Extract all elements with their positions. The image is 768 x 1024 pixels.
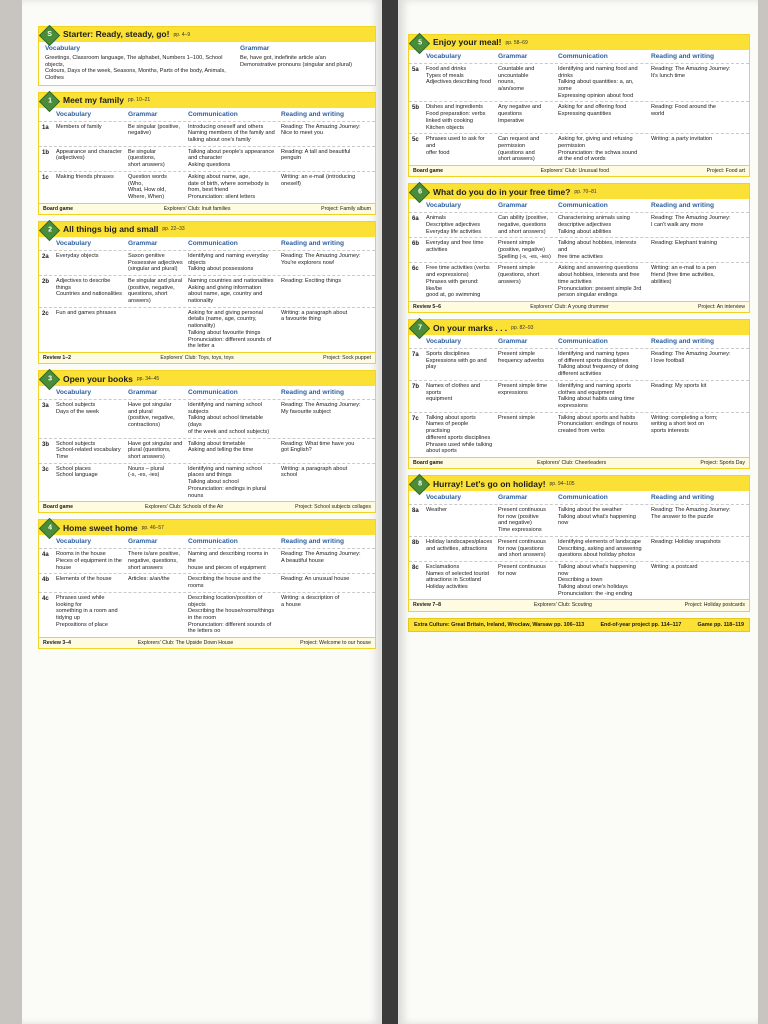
- col-head-reading-writing: Reading and writing: [281, 538, 345, 546]
- col-head-communication: Communication: [188, 538, 238, 546]
- footer-project: Project: Holiday postcards: [684, 602, 745, 609]
- vocabulary-cell: Weather: [426, 507, 448, 514]
- lesson-code: 2c: [42, 310, 49, 317]
- reading-writing-cell: Reading: Food around the world: [651, 104, 716, 118]
- footer-review: Review 3–4: [43, 640, 71, 647]
- lesson-code: 8a: [412, 508, 419, 515]
- table-row: [409, 237, 749, 262]
- grammar-cell: Countable and uncountable nouns, a/an/some: [498, 65, 535, 93]
- unit-title: All things big and small: [63, 224, 159, 235]
- footer-project: Project: Sports Day: [700, 459, 745, 466]
- table-row: [39, 399, 375, 438]
- grammar-cell: Be singular and plural (positive, negative, questions, short answers): [128, 277, 183, 305]
- vocabulary-cell: Dishes and ingredients Food preparation: verbs linked with cooking Kitchen objects: [426, 104, 486, 131]
- footer-explorers-club: Explorers' Club: Schools of the Air: [144, 504, 224, 511]
- grammar-cell: Nouns – plural (-s, -es, -ies): [128, 465, 165, 479]
- unit-pages: pp. 82–93: [511, 324, 534, 331]
- unit-header: [409, 184, 749, 199]
- reading-writing-cell: Reading: A tall and beautiful penguin: [281, 148, 351, 162]
- grammar-cell: Present continuous for now (questions and short answers): [498, 538, 546, 559]
- unit-footer: [39, 637, 375, 648]
- table-row: [39, 250, 375, 275]
- table-row: [409, 133, 749, 165]
- communication-cell: Identifying elements of landscape Describing, asking and answering questions about holiday photos: [558, 538, 642, 559]
- grammar-cell: Be singular (questions, short answers): [128, 148, 165, 169]
- diamond-badge-icon: 1: [39, 91, 60, 112]
- column-headers: [39, 386, 375, 399]
- unit-pages: pp. 10–21: [127, 97, 151, 104]
- grammar-cell: Have got singular and plural (questions, short answers): [128, 440, 183, 460]
- reading-writing-cell: Reading: The Amazing Journey: You're explorers now!: [281, 252, 361, 266]
- lesson-code: 3c: [42, 466, 49, 473]
- vocabulary-cell: Free time activities (verbs and expressions) Phrases with gerund: like/be good at, go swimming: [426, 265, 490, 299]
- diamond-badge-icon: 3: [39, 369, 60, 390]
- column-headers: [409, 491, 749, 504]
- lesson-code: 4a: [42, 552, 49, 559]
- grammar-cell: Can ability (positive, negative, questions and short answers): [498, 215, 549, 235]
- table-row: [39, 548, 375, 573]
- vocabulary-cell: Talking about sports Names of people practising different sports disciplines Phrases used while talking about sports: [426, 414, 493, 455]
- unit-header: [409, 320, 749, 335]
- reading-writing-cell: Reading: The Amazing Journey: The answer to the puzzle: [651, 507, 731, 520]
- communication-cell: Identifying and naming food and drinks Talking about quantities: a, an, some Expressing opinion about food: [558, 65, 638, 99]
- footer-project: Project: Family album: [321, 205, 371, 212]
- diamond-badge-icon: S: [39, 25, 60, 46]
- lesson-code: 3b: [42, 441, 50, 448]
- communication-cell: Identifying and naming sports clothes and equipment Talking about habits using time expressions: [558, 382, 635, 409]
- communication-cell: Describing location/position of objects Describing the house/rooms/things in the room Pronunciation: different sounds of the letters oo: [188, 594, 275, 635]
- column-headers: [39, 237, 375, 250]
- footer-review: Board game: [413, 459, 443, 466]
- extra-bar: [408, 618, 750, 632]
- diamond-badge-icon: 7: [409, 318, 430, 339]
- col-head-reading-writing: Reading and writing: [651, 202, 715, 210]
- reading-writing-cell: Writing: a description of a house: [281, 594, 340, 608]
- lesson-code: 3a: [42, 403, 49, 410]
- vocabulary-cell: Sports disciplines Expressions with go and play: [426, 351, 487, 371]
- col-head-vocabulary: Vocabulary: [56, 239, 92, 247]
- grammar-cell: Saxon genitive Possessive adjectives (singular and plural): [128, 252, 183, 273]
- unit-title: Home sweet home: [63, 522, 138, 533]
- unit-footer: [409, 301, 749, 312]
- unit-pages: pp. 70–81: [574, 188, 597, 195]
- unit-8: [408, 475, 750, 612]
- grammar-cell: [125, 308, 185, 352]
- col-head-reading-writing: Reading and writing: [281, 110, 345, 118]
- starter-unit: [38, 26, 376, 86]
- table-row: [39, 171, 375, 203]
- table-row: [409, 101, 749, 133]
- col-head-grammar: Grammar: [498, 202, 528, 210]
- vocabulary-cell: Holiday landscapes/places and activities, attractions: [426, 538, 493, 552]
- communication-cell: Introducing oneself and others Naming members of the family and talking about one's family: [188, 123, 275, 144]
- lesson-code: 5c: [412, 137, 419, 144]
- reading-writing-cell: Writing: a party invitation: [651, 136, 713, 143]
- unit-header: [39, 93, 375, 108]
- communication-cell: Characterising animals using descriptive adjectives Talking about abilities: [558, 215, 630, 235]
- unit-pages: pp. 58–69: [505, 39, 528, 46]
- table-row: [409, 212, 749, 237]
- col-head-vocabulary: Vocabulary: [56, 110, 92, 118]
- unit-header: [39, 520, 375, 535]
- unit-footer: [39, 352, 375, 363]
- vocabulary-cell: Names of clothes and sports equipment: [426, 382, 481, 403]
- footer-project: Project: Food art: [706, 168, 745, 175]
- extra-culture: Extra Culture: Great Britain, Ireland, Wroclaw, Warsaw pp. 106–113: [414, 621, 585, 628]
- starter-vocab: Greetings, Classroom language, The alphabet, Numbers 1–100, School objects, Colours, Days of the week, Seasons, Months, Parts of the body, Animals, Clothes: [45, 54, 226, 82]
- reading-writing-cell: Writing: an e-mail to a pen friend (free time activities, abilities): [651, 265, 717, 285]
- unit-pages: pp. 4–9: [173, 31, 191, 38]
- col-head-communication: Communication: [558, 202, 608, 210]
- footer-project: Project: An interview: [697, 303, 745, 310]
- col-head-grammar: Grammar: [498, 494, 528, 502]
- lesson-code: 5a: [412, 66, 419, 73]
- lesson-code: 4b: [42, 577, 50, 584]
- lesson-code: 6b: [412, 241, 420, 248]
- unit-title: On your marks . . .: [433, 322, 508, 333]
- table-row: [39, 307, 375, 352]
- unit-header: [409, 476, 749, 491]
- table-row: [39, 463, 375, 502]
- footer-explorers-club: Explorers' Club: Scouting: [533, 602, 592, 609]
- vocabulary-cell: Food and drinks Types of meals Adjectives describing food: [426, 65, 491, 86]
- communication-cell: Identifying and naming types of different sports disciplines Talking about frequency of doing different activities: [558, 351, 639, 378]
- unit-pages: pp. 34–45: [136, 375, 160, 382]
- reading-writing-cell: Writing: a paragraph about a favourite thing: [281, 309, 348, 323]
- footer-explorers-club: Explorers' Club: Toys, toys, toys: [160, 354, 234, 361]
- table-row: [409, 412, 749, 457]
- grammar-cell: [125, 593, 185, 637]
- right-units: [408, 34, 750, 612]
- vocabulary-cell: Appearance and character (adjectives): [56, 148, 122, 162]
- grammar-cell: Present simple (questions, short answers): [498, 265, 540, 285]
- table-row: [409, 348, 749, 380]
- col-head-grammar: Grammar: [498, 338, 528, 346]
- vocabulary-cell: Adjectives to describe things Countries and nationalities: [56, 277, 122, 298]
- communication-cell: Talking about timetable Asking and telling the time: [188, 440, 254, 454]
- lesson-code: 1b: [42, 149, 50, 156]
- reading-writing-cell: Reading: The Amazing Journey: A beautiful house: [281, 551, 361, 565]
- table-row: [409, 504, 749, 536]
- diamond-badge-icon: 5: [409, 33, 430, 54]
- unit-4: [38, 519, 376, 649]
- reading-writing-cell: Reading: The Amazing Journey: It's lunch time: [651, 65, 731, 79]
- lesson-code: 7c: [412, 415, 419, 422]
- column-headers: [39, 108, 375, 121]
- lesson-code: 2b: [42, 278, 50, 285]
- reading-writing-cell: Reading: Holiday snapshots: [651, 538, 721, 545]
- table-row: [39, 121, 375, 146]
- col-head-grammar: Grammar: [498, 53, 528, 60]
- col-head-vocabulary: Vocabulary: [426, 202, 462, 210]
- footer-project: Project: Welcome to our house: [300, 640, 371, 647]
- unit-footer: [39, 203, 375, 214]
- reading-writing-cell: Reading: Elephant training: [651, 240, 717, 247]
- col-head-grammar: Grammar: [128, 110, 158, 118]
- col-head-grammar: Grammar: [240, 45, 270, 52]
- col-head-communication: Communication: [558, 53, 608, 60]
- col-head-vocabulary: Vocabulary: [426, 494, 462, 502]
- col-head-vocabulary: Vocabulary: [45, 45, 81, 52]
- grammar-cell: Any negative and questions Imperative: [498, 104, 542, 124]
- communication-cell: Asking about name, age, date of birth, where somebody is from, best friend Pronunciation: silent letters: [188, 173, 269, 200]
- lesson-code: 1a: [42, 124, 49, 131]
- table-row: [409, 380, 749, 412]
- reading-writing-cell: Writing: a postcard: [651, 563, 698, 570]
- col-head-communication: Communication: [558, 494, 608, 502]
- col-head-reading-writing: Reading and writing: [281, 239, 345, 247]
- vocabulary-cell: Phrases used while looking for something in a room and tidying up Prepositions of place: [56, 594, 118, 628]
- reading-writing-cell: Reading: The Amazing Journey: Nice to meet you: [281, 123, 361, 137]
- communication-cell: Naming and describing rooms in the house and pieces of equipment: [188, 551, 269, 571]
- right-page: [398, 0, 758, 1024]
- reading-writing-cell: Reading: The Amazing Journey: I can't walk any more: [651, 215, 731, 228]
- column-headers: [409, 199, 749, 212]
- footer-review: Review 5–6: [413, 303, 441, 310]
- communication-cell: Asking and answering questions about hobbies, interests and free time activities Pronunciation: present simple 3rd person singular endings: [558, 265, 642, 299]
- vocabulary-cell: Making friends phrases: [56, 173, 114, 180]
- footer-explorers-club: Explorers' Club: Unusual food: [540, 168, 610, 175]
- footer-explorers-club: Explorers' Club: The Upside Down House: [137, 640, 234, 647]
- lesson-code: 4c: [42, 595, 49, 602]
- footer-review: Review 1–2: [43, 354, 71, 361]
- unit-3: [38, 370, 376, 513]
- column-headers: [409, 335, 749, 348]
- grammar-cell: Present simple frequency adverbs: [498, 351, 545, 364]
- grammar-cell: Present simple time expressions: [498, 382, 548, 396]
- vocabulary-cell: School subjects Days of the week: [56, 402, 99, 415]
- grammar-cell: Present simple (positive, negative) Spelling (-s, -es, -ies): [498, 240, 551, 260]
- diamond-badge-icon: 4: [39, 518, 60, 539]
- grammar-cell: Present continuous for now: [498, 563, 546, 577]
- col-head-communication: Communication: [188, 110, 238, 118]
- col-head-reading-writing: Reading and writing: [651, 338, 715, 346]
- communication-cell: Identifying and naming everyday objects Talking about possessions: [188, 252, 269, 273]
- communication-cell: Asking for and giving personal details (name, age, country, nationality) Talking about favourite things Pronunciation: different sounds of the letter a: [188, 309, 272, 350]
- vocabulary-cell: Everyday objects: [56, 252, 99, 259]
- table-row: [39, 438, 375, 463]
- reading-writing-cell: Reading: What time have you got English?: [281, 440, 355, 454]
- diamond-badge-icon: 8: [409, 474, 430, 495]
- unit-header: [39, 222, 375, 237]
- table-row: [39, 146, 375, 171]
- reading-writing-cell: Reading: An unusual house: [281, 576, 350, 583]
- communication-cell: Talking about hobbies, interests and free time activities: [558, 240, 637, 260]
- communication-cell: Asking for, giving and refusing permission Pronunciation: the schwa sound at the end of words: [558, 136, 638, 163]
- lesson-code: 7b: [412, 383, 420, 390]
- footer-review: Review 7–8: [413, 602, 441, 609]
- unit-6: [408, 183, 750, 313]
- reading-writing-cell: Writing: completing a form; writing a short text on sports interests: [651, 414, 718, 435]
- communication-cell: Identifying and naming school subjects Talking about school timetable (days of the week and school subjects): [188, 402, 270, 435]
- col-head-communication: Communication: [558, 338, 608, 346]
- table-row: [409, 561, 749, 600]
- vocabulary-cell: Elements of the house: [56, 576, 112, 583]
- grammar-cell: There is/are positive, negative, questions, short answers: [128, 551, 180, 571]
- unit-pages: pp. 94–105: [549, 480, 575, 487]
- footer-review: Board game: [43, 504, 73, 511]
- left-units: [38, 92, 376, 650]
- col-head-grammar: Grammar: [128, 538, 158, 546]
- communication-cell: Talking about the weather Talking about what's happening now: [558, 507, 636, 527]
- unit-footer: [409, 165, 749, 176]
- diamond-badge-icon: 2: [39, 220, 60, 241]
- vocabulary-cell: Animals Descriptive adjectives Everyday life activities: [426, 215, 482, 235]
- column-headers: [39, 535, 375, 548]
- vocabulary-cell: Members of family: [56, 123, 102, 130]
- lesson-code: 8c: [412, 564, 419, 571]
- unit-header: [409, 35, 749, 50]
- col-head-communication: Communication: [188, 239, 238, 247]
- reading-writing-cell: Writing: an e-mail (introducing oneself): [281, 173, 356, 187]
- game-pages: Game pp. 118–119: [697, 621, 744, 628]
- unit-title: Enjoy your meal!: [433, 37, 502, 48]
- diamond-badge-icon: 6: [409, 182, 430, 203]
- unit-header: [39, 27, 375, 42]
- unit-2: [38, 221, 376, 364]
- lesson-code: 7a: [412, 352, 419, 359]
- table-row: [39, 275, 375, 307]
- table-row: [409, 63, 749, 102]
- table-row: [39, 592, 375, 637]
- footer-project: Project: Sock puppet: [323, 354, 371, 361]
- communication-cell: Talking about what's happening now Describing a town Talking about one's holidays Pronunciation: the -ing ending: [558, 563, 636, 597]
- unit-5: [408, 34, 750, 177]
- book-gutter: [382, 0, 398, 1024]
- lesson-code: 6a: [412, 216, 419, 223]
- unit-title: Meet my family: [63, 95, 124, 106]
- communication-cell: Asking for and offering food Expressing quantities: [558, 104, 627, 118]
- communication-cell: Talking about people's appearance and character Asking questions: [188, 148, 275, 169]
- communication-cell: Naming countries and nationalities Asking and giving information about name, age, country and nationality: [188, 277, 274, 305]
- col-head-reading-writing: Reading and writing: [651, 53, 715, 60]
- grammar-cell: Question words (Who, What, How old, Where, When): [128, 173, 167, 200]
- vocabulary-cell: School places School language: [56, 465, 98, 479]
- unit-footer: [39, 501, 375, 512]
- footer-explorers-club: Explorers' Club: Inuit families: [163, 205, 231, 212]
- unit-7: [408, 319, 750, 469]
- grammar-cell: Can request and permission (questions and short answers): [498, 136, 540, 163]
- col-head-vocabulary: Vocabulary: [426, 338, 462, 346]
- col-head-communication: Communication: [188, 389, 238, 397]
- vocabulary-cell: School subjects School-related vocabulary Time: [56, 440, 121, 460]
- unit-pages: pp. 46–57: [141, 524, 164, 531]
- col-head-vocabulary: Vocabulary: [56, 389, 92, 397]
- lesson-code: 5b: [412, 105, 420, 112]
- grammar-cell: Present continuous for now (positive and negative) Time expressions: [498, 507, 546, 534]
- grammar-cell: Have got singular and plural (positive, negative, contractions): [128, 402, 175, 429]
- col-head-grammar: Grammar: [128, 239, 158, 247]
- left-page: [22, 0, 382, 1024]
- unit-footer: [409, 599, 749, 610]
- vocabulary-cell: Everyday and free time activities: [426, 240, 484, 253]
- unit-pages: pp. 22–33: [162, 226, 185, 233]
- column-headers: [409, 50, 749, 63]
- unit-title: Hurray! Let's go on holiday!: [433, 478, 546, 489]
- footer-review: Board game: [413, 168, 443, 175]
- footer-explorers-club: Explorers' Club: Cheerleaders: [537, 459, 607, 466]
- table-row: [409, 536, 749, 561]
- lesson-code: 6c: [412, 266, 419, 273]
- col-head-reading-writing: Reading and writing: [281, 389, 345, 397]
- grammar-cell: Be singular (positive, negative): [128, 123, 180, 137]
- vocabulary-cell: Fun and games phrases: [56, 309, 117, 316]
- communication-cell: Describing the house and the rooms: [188, 576, 261, 590]
- table-row: [409, 262, 749, 301]
- unit-footer: [409, 457, 749, 468]
- unit-title: Open your books: [63, 373, 133, 384]
- lesson-code: 2a: [42, 253, 49, 260]
- lesson-code: 1c: [42, 174, 49, 181]
- reading-writing-cell: Reading: The Amazing Journey: My favourite subject: [281, 402, 361, 415]
- footer-explorers-club: Explorers' Club: A young drummer: [530, 303, 609, 310]
- vocabulary-cell: Rooms in the house Pieces of equipment in the house: [56, 551, 122, 571]
- col-head-grammar: Grammar: [128, 389, 158, 397]
- vocabulary-cell: Exclamations Names of selected tourist attractions in Scotland Holiday activities: [426, 563, 490, 591]
- col-head-vocabulary: Vocabulary: [426, 53, 462, 60]
- starter-grammar: Be, have got, indefinite article a/an Demonstrative pronouns (singular and plural): [240, 54, 352, 68]
- starter-grid: [39, 42, 375, 85]
- col-head-vocabulary: Vocabulary: [56, 538, 92, 546]
- communication-cell: Talking about sports and habits Pronunciation: endings of nouns created from verbs: [558, 414, 638, 435]
- lesson-code: 8b: [412, 539, 420, 546]
- unit-title: What do you do in your free time?: [433, 186, 571, 197]
- col-head-reading-writing: Reading and writing: [651, 494, 715, 502]
- reading-writing-cell: Writing: a paragraph about school: [281, 465, 348, 479]
- grammar-cell: Articles: a/an/the: [128, 576, 170, 583]
- reading-writing-cell: Reading: My sports kit: [651, 382, 707, 389]
- reading-writing-cell: Reading: The Amazing Journey: I love football: [651, 351, 731, 364]
- table-row: [39, 573, 375, 591]
- communication-cell: Identifying and naming school places and things Talking about school Pronunciation: endings in plural nouns: [188, 465, 267, 499]
- unit-title: Starter: Ready, steady, go!: [63, 29, 170, 40]
- reading-writing-cell: Reading: Exciting things: [281, 277, 342, 284]
- end-of-year-project: End-of-year project pp. 114–117: [600, 621, 682, 628]
- footer-project: Project: School subjects collages: [295, 504, 371, 511]
- unit-1: [38, 92, 376, 215]
- unit-header: [39, 371, 375, 386]
- footer-review: Board game: [43, 205, 73, 212]
- vocabulary-cell: Phrases used to ask for and offer food: [426, 136, 485, 156]
- grammar-cell: Present simple: [498, 414, 535, 421]
